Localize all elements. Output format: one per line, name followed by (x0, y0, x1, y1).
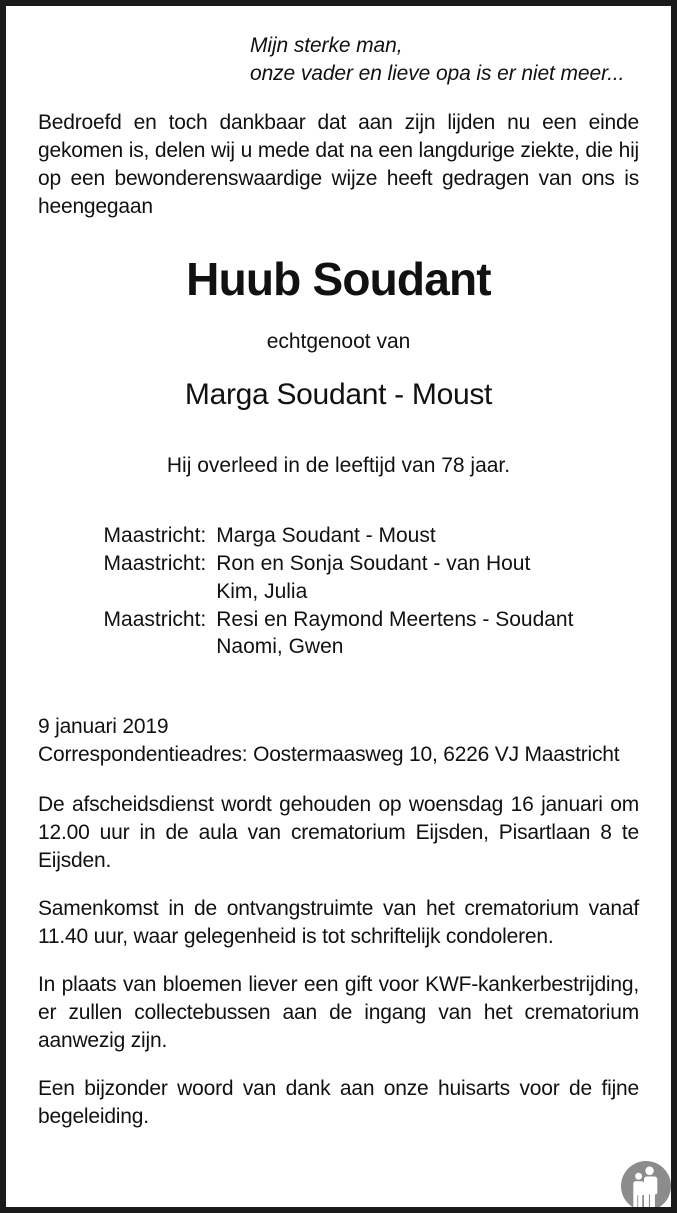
correspondence-address: Correspondentieadres: Oostermaasweg 10, 6226 VJ Maastricht (38, 743, 620, 767)
lead-paragraph: Bedroefd en toch dankbaar dat aan zijn lijden nu een einde gekomen is, delen wij u mede dat na een langdurige ziekte, die hij op een bewonderenswaardige wijze heeft gedragen van ons is heengegaan (38, 111, 639, 219)
survivor-row (104, 606, 574, 634)
survivor-row (104, 578, 574, 606)
survivor-place: Maastricht: (103, 523, 207, 547)
survivor-people: Naomi, Gwen (216, 635, 344, 659)
date-address-block (38, 713, 639, 769)
epigraph (38, 32, 639, 87)
notice-body (6, 6, 671, 1207)
service-details (38, 791, 639, 1130)
spouse-name: Marga Soudant - Moust (184, 377, 493, 411)
survivor-row (104, 550, 574, 578)
thanks-paragraph: Een bijzonder woord van dank aan onze huisarts voor de fijne begeleiding. (38, 1076, 639, 1128)
name-block (38, 255, 639, 412)
age-line: Hij overleed in de leeftijd van 78 jaar. (166, 453, 511, 477)
survivors-table-body (104, 522, 574, 662)
epigraph-line-1: Mijn sterke man, (250, 34, 403, 57)
relation-label: echtgenoot van (266, 330, 411, 354)
survivor-people: Resi en Raymond Meertens - Soudant (216, 607, 574, 631)
funeral-home-logo-icon (619, 1159, 673, 1213)
donation-paragraph: In plaats van bloemen liever een gift voor KWF-kankerbestrijding, er zullen collectebussen aan de ingang van het crematorium aanwezig zijn. (38, 972, 639, 1052)
survivor-row (104, 522, 574, 550)
survivor-place: Maastricht: (103, 551, 207, 575)
survivor-place (104, 578, 217, 606)
epigraph-line-2: onze vader en lieve opa is er niet meer... (250, 61, 625, 85)
deceased-name: Huub Soudant (186, 253, 491, 306)
survivor-people: Marga Soudant - Moust (216, 523, 436, 547)
gathering-paragraph: Samenkomst in de ontvangstruimte van het crematorium vanaf 11.40 uur, waar gelegenheid is tot schriftelijk condoleren. (38, 897, 639, 948)
survivor-people: Ron en Sonja Soudant - van Hout (216, 551, 531, 575)
survivor-place: Maastricht: (103, 607, 207, 631)
survivors-table (104, 522, 574, 662)
notice-date: 9 januari 2019 (38, 715, 169, 739)
service-paragraph: De afscheidsdienst wordt gehouden op woensdag 16 januari om 12.00 uur in de aula van crematorium Eijsden, Pisartlaan 8 te Eijsden. (38, 793, 639, 873)
survivor-row (104, 633, 574, 661)
survivor-place (104, 633, 217, 661)
survivors-list (38, 522, 639, 662)
survivor-people: Kim, Julia (216, 579, 308, 603)
